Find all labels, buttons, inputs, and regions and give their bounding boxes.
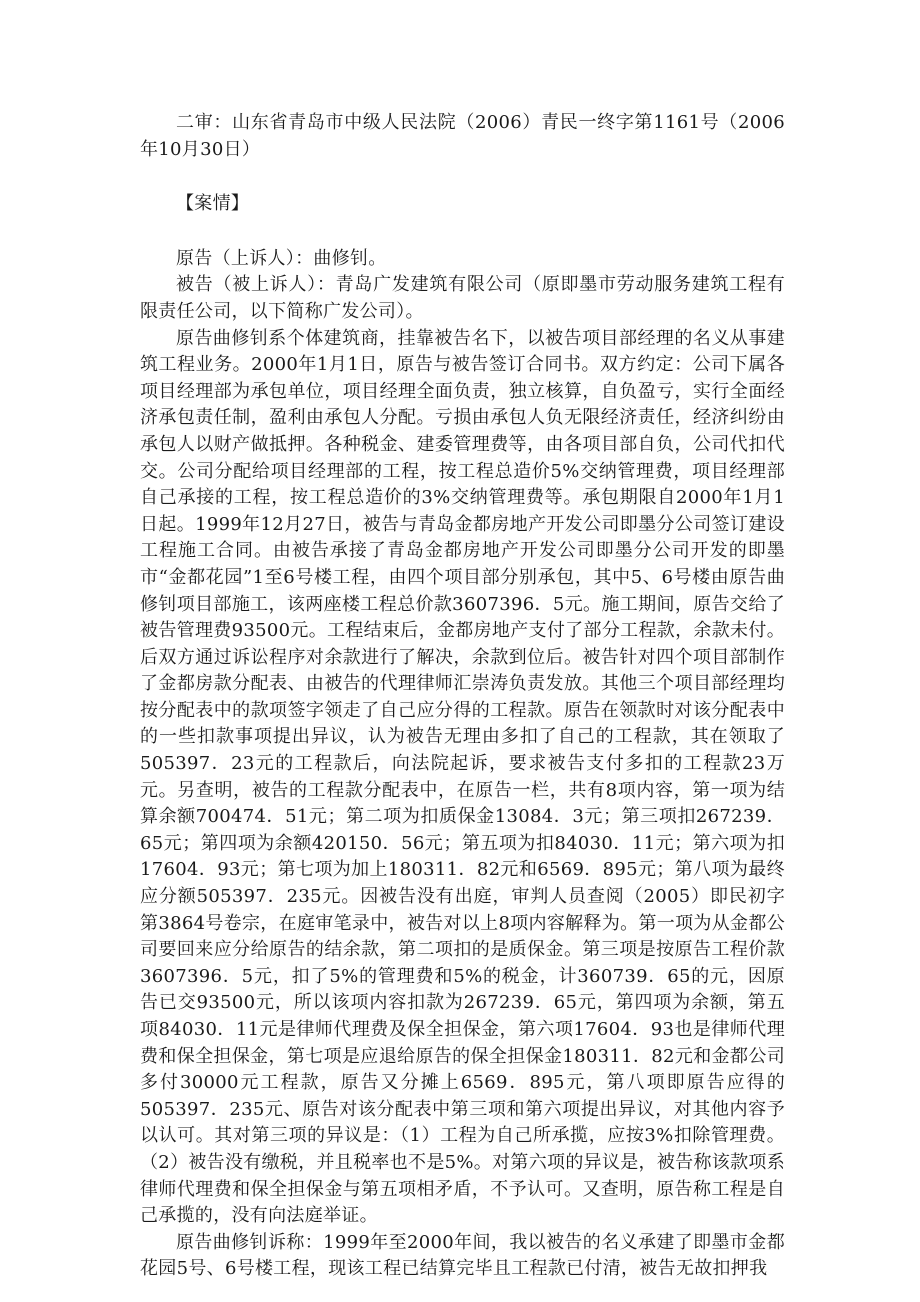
claim-paragraph: 原告曲修钊诉称：1999年至2000年间，我以被告的名义承建了即墨市金都花园5号、6号楼工程，现该工程已结算完毕且工程款已付清，被告无故扣押我: [140, 1231, 785, 1280]
facts-paragraph: 原告曲修钊系个体建筑商，挂靠被告名下，以被告项目部经理的名义从事建筑工程业务。2000年1月1日，原告与被告签订合同书。双方约定：公司下属各项目经理部为承包单位，项目经理全面负责，独立核算，自负盈亏，实行全面经济承包责任制，盈利由承包人分配。亏损由承包人负无限经济责任，经济纠纷由承包人以财产做抵押。各种税金、建委管理费等，由各项目部自负，公司代扣代交。公司分配给项目经理部的工程，按工程总造价5%交纳管理费，项目经理部自己承接的工程，按工程总造价的3%交纳管理费等。承包期限自2000年1月1日起。1999年12月27日，被告与青岛金都房地产开发公司即墨分公司签订建设工程施工合同。由被告承接了青岛金都房地产开发公司即墨分公司开发的即墨市“金都花园”1至6号楼工程，由四个项目部分别承包，其中5、6号楼由原告曲修钊项目部施工，该两座楼工程总价款3607396．5元。施工期间，原告交给了被告管理费93500元。工程结束后，金都房地产支付了部分工程款，余款未付。后双方通过诉讼程序对余款进行了解决，余款到位后。被告针对四个项目部制作了金都房款分配表、由被告的代理律师汇崇涛负责发放。其他三个项目部经理均按分配表中的款项签字领走了自己应分得的工程款。原告在领款时对该分配表中的一些扣款事项提出异议，认为被告无理由多扣了自己的工程款，其在领取了505397．23元的工程款后，向法院起诉，要求被告支付多扣的工程款23万元。另查明，被告的工程款分配表中，在原告一栏，共有8项内容，第一项为结算余额700474．51元；第二项为扣质保金13084．3元；第三项扣267239．65元；第四项为余额420150．56元；第五项为扣84030．11元；第六项为扣17604．93元；第七项为加上180311．82元和6569．895元；第八项为最终应分额505397．235元。因被告没有出庭，审判人员查阅（2005）即民初字第3864号卷宗，在庭审笔录中，被告对以上8项内容解释为。第一项为从金都公司要回来应分给原告的结余款，第二项扣的是质保金。第三项是按原告工程价款3607396．5元，扣了5%的管理费和5%的税金，计360739．65的元，因原告已交93500元，所以该项内容扣款为267239．65元，第四项为余额，第五项84030．11元是律师代理费及保全担保金，第六项17604．93也是律师代理费和保全担保金，第七项是应退给原告的保全担保金180311．82元和金都公司多付30000元工程款，原告又分摊上6569．895元，第八项即原告应得的505397．235元、原告对该分配表中第三项和第六项提出异议，对其他内容予以认可。其对第三项的异议是：（1）工程为自己所承揽，应按3%扣除管理费。（2）被告没有缴税，并且税率也不是5%。对第六项的异议是，被告称该款项系律师代理费和保全担保金与第五项相矛盾，不予认可。又查明，原告称工程是自己承揽的，没有向法庭举证。: [140, 327, 785, 1227]
section-heading: 【案情】: [176, 193, 250, 215]
plaintiff-paragraph: 原告（上诉人）：曲修钊。: [176, 247, 387, 269]
document-body: [140, 110, 785, 1283]
defendant-paragraph: 被告（被上诉人）：青岛广发建筑有限公司（原即墨市劳动服务建筑工程有限责任公司，以下简称广发公司）。: [140, 274, 785, 322]
court-line: 二审：山东省青岛市中级人民法院（2006）青民一终字第1161号（2006年10月30日）: [140, 112, 785, 160]
